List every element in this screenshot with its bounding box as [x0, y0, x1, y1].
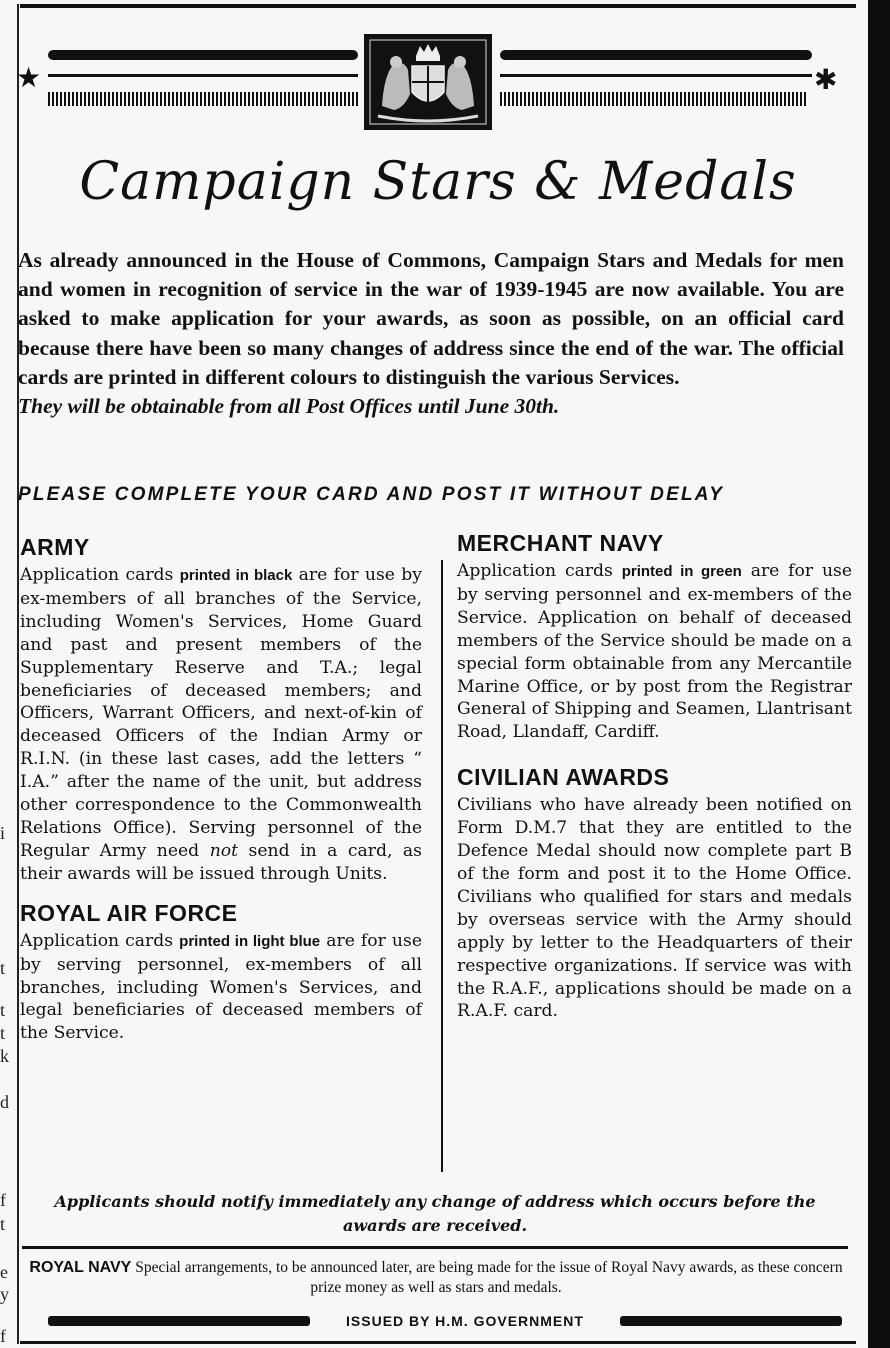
margin-fragment: f — [0, 1190, 6, 1210]
margin-fragment: t — [0, 1023, 6, 1043]
royal-navy-note — [24, 1258, 848, 1298]
army-heading: ARMY — [20, 534, 90, 560]
merchant-navy-pre: Application cards — [457, 561, 622, 581]
merchant-navy-section — [457, 560, 852, 744]
army-colour-note: printed in black — [179, 567, 293, 584]
left-column — [20, 532, 422, 1045]
applicants-note: Applicants should notify immediately any change of address which occurs before the awards are received. — [54, 1192, 816, 1235]
civilian-heading: CIVILIAN AWARDS — [457, 764, 670, 791]
royal-navy-lead: ROYAL NAVY — [29, 1259, 132, 1276]
band-hatch-right — [500, 92, 806, 106]
top-rule — [20, 4, 856, 8]
band-thick-left — [48, 50, 358, 60]
raf-heading: ROYAL AIR FORCE — [20, 899, 238, 926]
margin-fragment: y — [0, 1284, 9, 1304]
civilian-section — [457, 794, 852, 1023]
army-body — [20, 564, 422, 886]
right-column — [457, 528, 852, 1023]
merchant-navy-colour-note: printed in green — [621, 563, 742, 580]
royal-coat-of-arms-icon — [364, 34, 492, 130]
column-divider — [441, 560, 443, 1172]
margin-fragment: t — [0, 1214, 6, 1234]
bottom-rule — [20, 1341, 856, 1344]
army-pre: Application cards — [20, 565, 180, 585]
civilian-body: Civilians who have already been notified on Form D.M.7 that they are entitled to the Defence Medal should now complete part B of the form and post it to the Home Office. Civilians who qualified for stars and medals by overseas service with the Army should apply by letter to the Headquarters of their respective organizations. If service was with the R.A.F., applications should be made on a R.A.F. card. — [457, 795, 852, 1022]
army-section — [20, 564, 422, 886]
footer-bar-left — [48, 1316, 310, 1326]
page-title: Campaign Stars & Medals — [79, 152, 797, 212]
raf-colour-note: printed in light blue — [179, 932, 321, 950]
section-rule — [22, 1246, 848, 1249]
margin-fragment: i — [0, 823, 6, 843]
footer-bar-right — [620, 1316, 842, 1326]
band-thick-right — [500, 50, 812, 60]
royal-navy-text: Special arrangements, to be announced later, are being made for the issue of Royal Navy awards, as these concern prize money as well as stars and medals. — [131, 1259, 843, 1296]
margin-fragment: f — [0, 1326, 6, 1346]
asterisk-icon: ✱ — [814, 63, 838, 96]
raf-pre: Application cards — [20, 930, 180, 951]
band-thin-left — [48, 74, 358, 77]
margin-fragment: k — [0, 1046, 9, 1066]
issued-by: ISSUED BY H.M. GOVERNMENT — [346, 1313, 584, 1329]
band-thin-right — [500, 74, 812, 77]
intro-text: As already announced in the House of Commons, Campaign Stars and Medals for men and women in recognition of service in the war of 1939-1945 are now available. You are asked to make application for your awards, as soon as possible, on an official card because there have been so many changes of address since the end of the war. The official cards are printed in different colours to distinguish the various Services. — [18, 248, 844, 389]
merchant-navy-heading: MERCHANT NAVY — [457, 530, 664, 556]
raf-section — [20, 930, 422, 1046]
merchant-navy-text: are for use by serving personnel and ex-members of the Service. Application on behalf of deceased members of the Service should be made on a special form obtainable from any Mercantile Marine Office, or by post from the Registrar General of Shipping and Seamen, Llantrisant Road, Llandaff, Cardiff. — [457, 561, 853, 743]
raf-text: are for use by serving personnel, ex-members of all branches, including Women's Services, and legal beneficiaries of deceased members of the Service. — [20, 930, 422, 1044]
footer-band — [24, 1310, 848, 1334]
margin-fragment: d — [0, 1092, 9, 1112]
raf-body — [20, 930, 422, 1046]
army-tail: send in a card, as their awards will be issued through Units. — [20, 840, 422, 884]
intro-paragraph — [18, 246, 844, 421]
instruction-line: PLEASE COMPLETE YOUR CARD AND POST IT WITHOUT DELAY — [18, 484, 725, 505]
army-not: not — [209, 840, 239, 861]
margin-fragment: t — [0, 958, 6, 978]
scan-edge — [868, 0, 890, 1348]
margin-fragment: t — [0, 1000, 6, 1020]
band-hatch-left — [48, 92, 358, 106]
intro-italic-text: They will be obtainable from all Post Offices until June 30th. — [18, 394, 560, 419]
army-text: are for use by ex-members of all branches of the Service, including Women's Services, Home Guard and past and present members of the Supplementary Reserve and T.A.; legal beneficiaries of deceased members; and Officers, Warrant Officers, and next-of-kin of deceased Officers of the Indian Army or R.I.N. (in these last cases, add the letters “ I.A.” after the name of the unit, but address other correspondence to the Commonwealth Relations Office). Serving personnel of the Regular Army need — [20, 565, 422, 861]
left-frame-rule — [17, 4, 19, 1344]
margin-fragment: e — [0, 1262, 8, 1282]
star-icon: ★ — [16, 61, 42, 94]
merchant-navy-body — [457, 560, 852, 744]
